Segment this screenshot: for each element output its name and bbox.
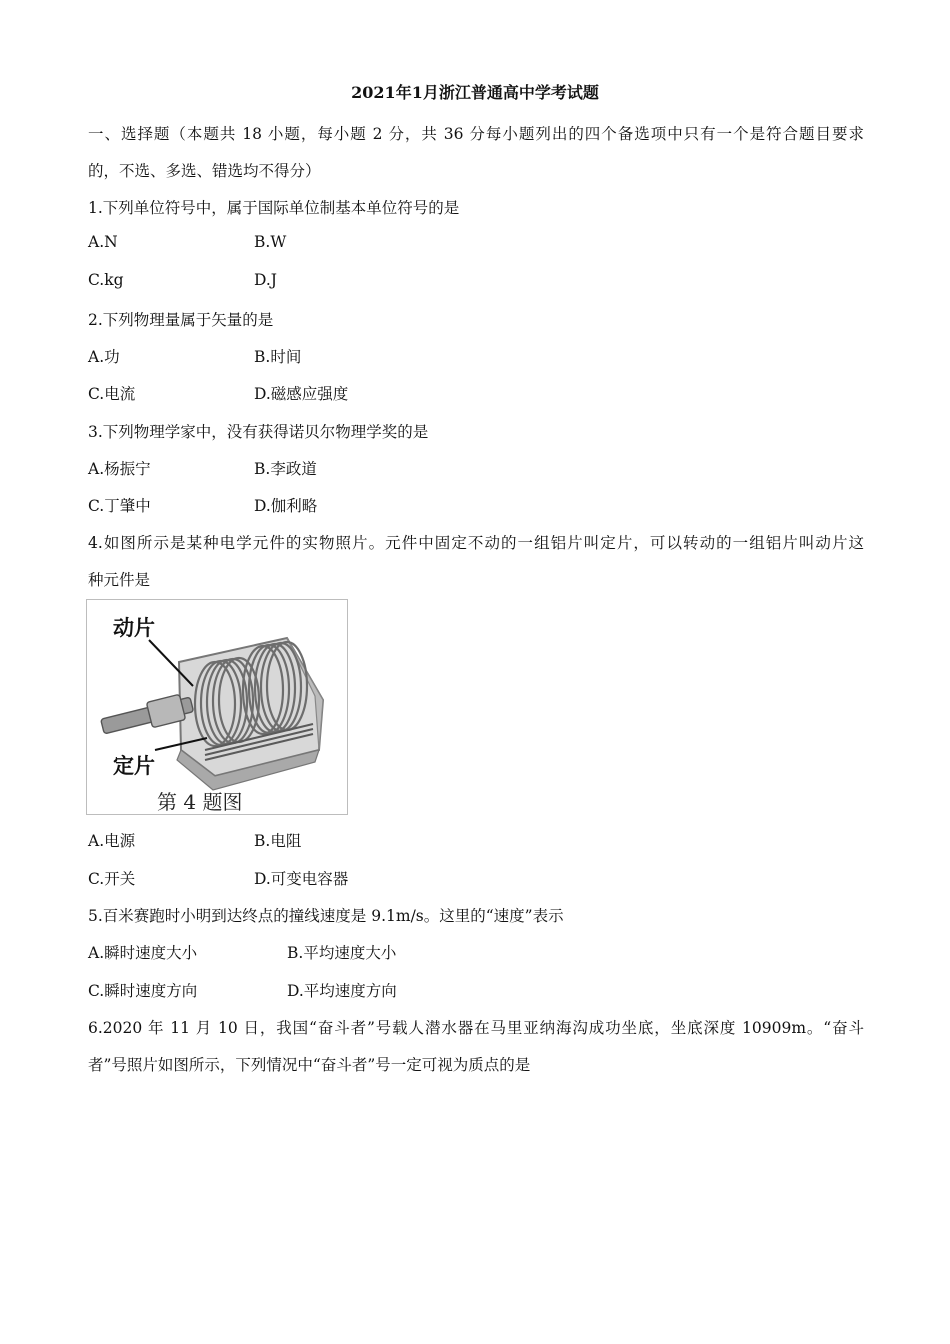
question-5-option-d: D.平均速度方向 bbox=[287, 982, 397, 1000]
question-2-option-b: B.时间 bbox=[254, 348, 302, 366]
question-6-stem-line1: 6.2020 年 11 月 10 日，我国“奋斗者”号载人潜水器在马里亚纳海沟成功坐底，坐底深度 10909m。“奋斗 bbox=[88, 1019, 864, 1037]
question-3-option-c: C.丁肇中 bbox=[88, 497, 151, 515]
question-4-stem-line1: 4.如图所示是某种电学元件的实物照片。元件中固定不动的一组铝片叫定片，可以转动的一组铝片叫动片这 bbox=[88, 534, 864, 552]
question-3-stem: 3.下列物理学家中，没有获得诺贝尔物理学奖的是 bbox=[88, 423, 429, 441]
question-3-option-a: A.杨振宁 bbox=[88, 460, 151, 478]
question-3-option-d: D.伽利略 bbox=[254, 497, 318, 515]
question-5-option-a: A.瞬时速度大小 bbox=[88, 944, 198, 962]
section-heading-line2: 的，不选、多选、错选均不得分） bbox=[88, 162, 321, 180]
figure-label-fixed-plates: 定片 bbox=[113, 754, 155, 778]
question-2-option-d: D.磁感应强度 bbox=[254, 385, 349, 403]
question-4-figure bbox=[86, 599, 348, 815]
figure-caption: 第 4 题图 bbox=[157, 790, 243, 814]
question-2-option-a: A.功 bbox=[88, 348, 120, 366]
page-title: 2021年1月浙江普通高中学考试题 bbox=[351, 83, 599, 102]
question-4-stem-line2: 种元件是 bbox=[88, 571, 151, 589]
question-4-option-c: C.开关 bbox=[88, 870, 136, 888]
question-6-stem-line2: 者”号照片如图所示，下列情况中“奋斗者”号一定可视为质点的是 bbox=[88, 1056, 531, 1074]
question-5-stem: 5.百米赛跑时小明到达终点的撞线速度是 9.1m/s。这里的“速度”表示 bbox=[88, 907, 564, 925]
question-1-option-b: B.W bbox=[254, 233, 287, 251]
figure-label-moving-plates: 动片 bbox=[113, 616, 155, 640]
question-5-option-c: C.瞬时速度方向 bbox=[88, 982, 198, 1000]
question-2-stem: 2.下列物理量属于矢量的是 bbox=[88, 311, 274, 329]
question-1-option-d: D.J bbox=[254, 271, 278, 289]
question-4-option-b: B.电阻 bbox=[254, 832, 302, 850]
question-4-option-a: A.电源 bbox=[88, 832, 136, 850]
question-3-option-b: B.李政道 bbox=[254, 460, 317, 478]
question-5-option-b: B.平均速度大小 bbox=[287, 944, 397, 962]
question-4-option-d: D.可变电容器 bbox=[254, 870, 349, 888]
question-1-option-a: A.N bbox=[88, 233, 118, 251]
question-1-option-c: C.kg bbox=[88, 271, 124, 289]
question-2-option-c: C.电流 bbox=[88, 385, 136, 403]
section-heading-line1: 一、选择题（本题共 18 小题，每小题 2 分，共 36 分每小题列出的四个备选项中只有一个是符合题目要求 bbox=[88, 125, 864, 143]
question-1-stem: 1.下列单位符号中，属于国际单位制基本单位符号的是 bbox=[88, 199, 460, 217]
